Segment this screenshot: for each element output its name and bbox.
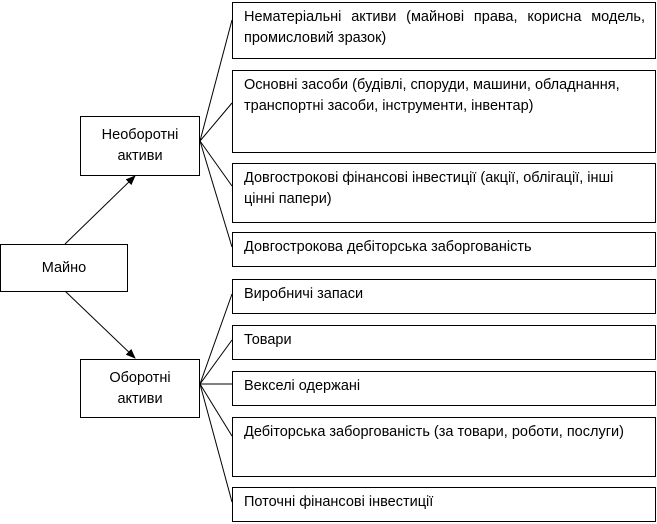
connector [200, 384, 232, 502]
item-label: Дебіторська заборгованість (за товари, роботи, послуги) [244, 424, 624, 440]
item-label: Довгострокові фінансові інвестиції (акції, облігації, інші цінні папери) [244, 170, 614, 207]
item-box [232, 371, 656, 406]
item-label: Поточні фінансові інвестиції [244, 494, 434, 510]
arrow-to-current [65, 291, 135, 358]
arrow-to-noncurrent [65, 176, 135, 244]
item-box [232, 232, 656, 267]
connector [200, 141, 232, 247]
item-box [232, 487, 656, 522]
item-label: Довгострокова дебіторська заборгованість [244, 239, 532, 255]
item-box [232, 70, 656, 153]
connector [200, 141, 232, 186]
item-label: Основні засоби (будівлі, споруди, машини, обладнання, транспортні засоби, інструменти, інвентар) [244, 77, 620, 114]
root-box [0, 244, 128, 292]
connector [200, 294, 232, 384]
item-box [232, 163, 656, 223]
item-box [232, 325, 656, 360]
item-box [232, 417, 656, 477]
root-label: Майно [41, 259, 87, 276]
item-label: Виробничі запаси [244, 286, 364, 302]
group-label: Оборотні активи [109, 369, 171, 407]
item-box [232, 279, 656, 314]
item-box [232, 2, 656, 59]
group-box-noncurrent [80, 116, 200, 176]
group-label: Необоротні активи [101, 127, 179, 164]
connector [200, 20, 232, 141]
group-box-current [80, 359, 200, 418]
connector [200, 384, 232, 436]
item-label: Товари [244, 332, 292, 348]
connector [200, 340, 232, 384]
item-label: Векселі одержані [244, 378, 361, 394]
item-label: Нематеріальні активи (майнові права, корисна модель, промисловий зразок) [244, 9, 645, 46]
